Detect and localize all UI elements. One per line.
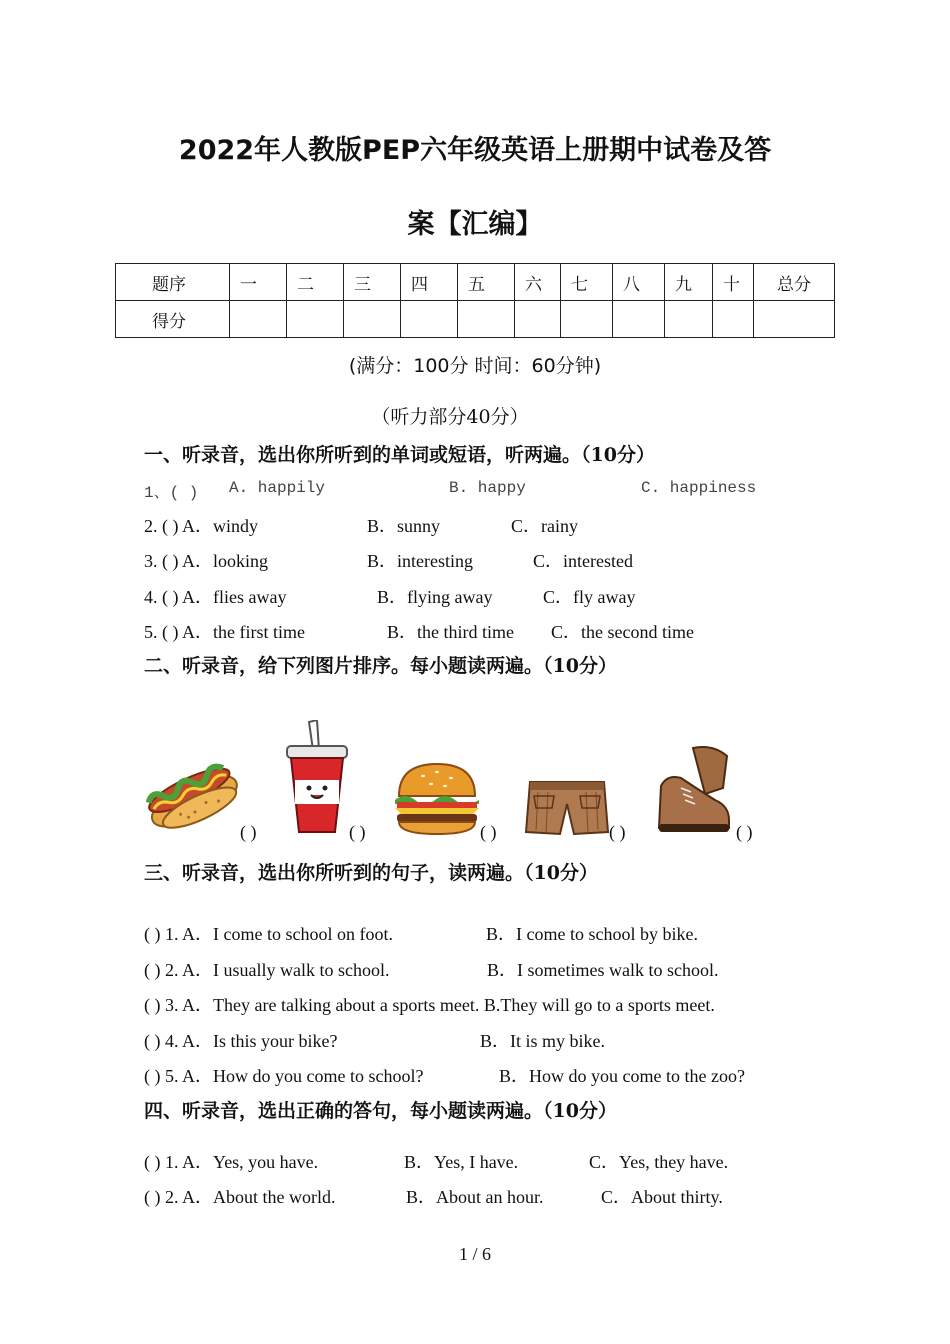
table-cell: 六 <box>515 264 561 301</box>
table-cell: 八 <box>613 264 665 301</box>
score-input-cell[interactable] <box>401 301 458 338</box>
table-cell: 一 <box>230 264 287 301</box>
s4-q1-b: B．Yes, I have. <box>404 1152 519 1172</box>
table-cell: 总分 <box>754 264 835 301</box>
s1-q4-b: B．flying away <box>377 587 493 607</box>
s3-q1-b: B．I come to school by bike. <box>486 924 698 944</box>
section4-title: 四、听录音，选出正确的答句，每小题读两遍。（10分） <box>144 1100 617 1122</box>
table-cell: 得分 <box>116 301 230 338</box>
page-title-line1: 2022年人教版PEP六年级英语上册期中试卷及答 <box>178 135 772 166</box>
shorts-image <box>524 778 610 836</box>
score-table-header-row <box>116 264 835 301</box>
s3-q5-b: B．How do you come to the zoo? <box>499 1066 745 1086</box>
score-input-cell[interactable] <box>561 301 613 338</box>
s1-q3-c: C．interested <box>533 551 633 571</box>
table-cell: 题序 <box>116 264 230 301</box>
s1-q4-a: 4. ( ) A．flies away <box>144 587 287 607</box>
s3-q4-a: ( ) 4. A．Is this your bike? <box>144 1031 338 1051</box>
score-input-cell[interactable] <box>713 301 754 338</box>
table-cell: 二 <box>287 264 344 301</box>
score-input-cell[interactable] <box>665 301 713 338</box>
table-cell: 四 <box>401 264 458 301</box>
table-cell: 十 <box>713 264 754 301</box>
hamburger-image <box>393 762 481 836</box>
order-blank-2[interactable]: ( ) <box>349 822 366 842</box>
s4-q1-c: C．Yes, they have. <box>589 1152 729 1172</box>
s1-q5-c: C．the second time <box>551 622 694 642</box>
table-cell: 九 <box>665 264 713 301</box>
s4-q2-b: B．About an hour. <box>406 1187 544 1207</box>
s4-q2-c: C．About thirty. <box>601 1187 723 1207</box>
s1-q3-a: 3. ( ) A．looking <box>144 551 268 571</box>
score-input-cell[interactable] <box>230 301 287 338</box>
score-table <box>115 263 835 338</box>
s3-q1-a: ( ) 1. A．I come to school on foot. <box>144 924 393 944</box>
score-input-cell[interactable] <box>458 301 515 338</box>
hot-dog-image <box>143 752 240 836</box>
order-blank-5[interactable]: ( ) <box>736 822 753 842</box>
order-blank-1[interactable]: ( ) <box>240 822 257 842</box>
s1-q3-b: B．interesting <box>367 551 473 571</box>
s4-q2-a: ( ) 2. A．About the world. <box>144 1187 336 1207</box>
s1-q1-num: 1、( ) <box>144 484 199 502</box>
score-input-cell[interactable] <box>344 301 401 338</box>
table-cell: 七 <box>561 264 613 301</box>
section1-title: 一、听录音，选出你所听到的单词或短语，听两遍。（10分） <box>144 444 655 466</box>
cola-cup-image <box>283 720 351 838</box>
s1-q4-c: C．fly away <box>543 587 636 607</box>
s3-q2-a: ( ) 2. A．I usually walk to school. <box>144 960 390 980</box>
s1-q5-a: 5. ( ) A．the first time <box>144 622 305 642</box>
s3-q5-a: ( ) 5. A．How do you come to school? <box>144 1066 424 1086</box>
s3-q2-b: B．I sometimes walk to school. <box>487 960 719 980</box>
s1-q1-a: A. happily <box>229 479 326 497</box>
order-blank-4[interactable]: ( ) <box>609 822 626 842</box>
s1-q2-c: C．rainy <box>511 516 578 536</box>
listening-header: （听力部分40分） <box>371 406 529 428</box>
s1-q2-a: 2. ( ) A．windy <box>144 516 258 536</box>
s1-q5-b: B．the third time <box>387 622 514 642</box>
s3-q3-a: ( ) 3. A．They are talking about a sports meet. B.They will go to a sports meet. <box>144 995 715 1015</box>
score-input-cell[interactable] <box>754 301 835 338</box>
score-input-cell[interactable] <box>613 301 665 338</box>
page-number: 1 / 6 <box>458 1244 491 1264</box>
section3-title: 三、听录音，选出你所听到的句子，读两遍。（10分） <box>144 862 598 884</box>
exam-info: (满分：100分 时间：60分钟) <box>348 355 602 377</box>
score-input-cell[interactable] <box>515 301 561 338</box>
table-cell: 五 <box>458 264 515 301</box>
s1-q1-c: C. happiness <box>641 479 757 497</box>
page-title-line2: 案【汇编】 <box>407 209 543 240</box>
s1-q1-b: B. happy <box>449 479 526 497</box>
order-blank-3[interactable]: ( ) <box>480 822 497 842</box>
s4-q1-a: ( ) 1. A．Yes, you have. <box>144 1152 319 1172</box>
table-cell: 三 <box>344 264 401 301</box>
shoes-image <box>653 744 733 838</box>
s1-q2-b: B．sunny <box>367 516 441 536</box>
section2-title: 二、听录音，给下列图片排序。每小题读两遍。（10分） <box>144 655 617 677</box>
score-table-score-row <box>116 301 835 338</box>
s3-q4-b: B．It is my bike. <box>480 1031 605 1051</box>
score-input-cell[interactable] <box>287 301 344 338</box>
